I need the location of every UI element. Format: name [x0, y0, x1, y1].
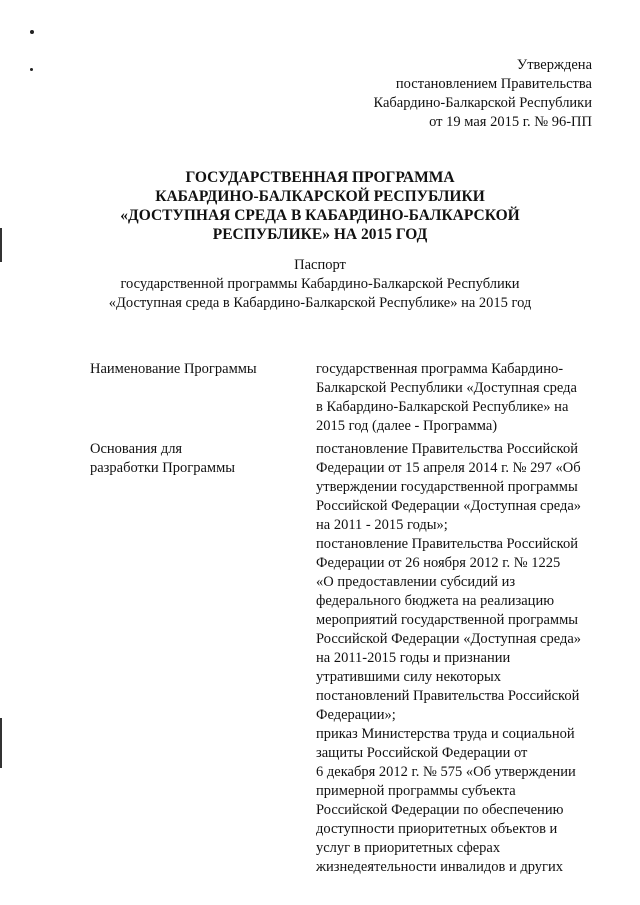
row-value-line: на 2011-2015 годы и признании — [316, 650, 511, 666]
row-value-line: Федерации от 15 апреля 2014 г. № 297 «Об — [316, 460, 581, 476]
title-line: КАБАРДИНО-БАЛКАРСКОЙ РЕСПУБЛИКИ — [155, 188, 485, 205]
row-value-line: постановление Правительства Российской — [316, 536, 579, 552]
passport-line: Паспорт — [294, 257, 346, 273]
title-line: РЕСПУБЛИКЕ» НА 2015 ГОД — [212, 226, 428, 243]
row-value-line: 6 декабря 2012 г. № 575 «Об утверждении — [316, 764, 576, 780]
row-value-line: Балкарской Республики «Доступная среда — [316, 380, 577, 396]
row-value-line: доступности приоритетных объектов и — [316, 821, 558, 837]
row-value-line: постановление Правительства Российской — [316, 441, 579, 457]
row-value-line: постановлений Правительства Российской — [316, 688, 580, 704]
row-label-line: разработки Программы — [90, 460, 235, 476]
passport-heading — [0, 256, 640, 313]
row-value-line: утратившими силу некоторых — [316, 669, 502, 685]
row-value-line: Федерации от 26 ноября 2012 г. № 1225 — [316, 555, 561, 571]
document-title — [0, 168, 640, 244]
approval-line: постановлением Правительства — [395, 76, 592, 92]
title-line: ГОСУДАРСТВЕННАЯ ПРОГРАММА — [185, 169, 455, 186]
approval-line: Утверждена — [516, 57, 592, 73]
row-value-line: защиты Российской Федерации от — [316, 745, 528, 761]
row-value-line: приказ Министерства труда и социальной — [316, 726, 575, 742]
scan-dot — [30, 68, 33, 71]
row-value-line: примерной программы субъекта — [316, 783, 516, 799]
row-label-line: Основания для — [90, 441, 183, 457]
scan-dot — [30, 30, 34, 34]
row-value-line: Российской Федерации по обеспечению — [316, 802, 564, 818]
scan-edge-mark — [0, 718, 2, 768]
row-value-line: Российской Федерации «Доступная среда» — [316, 498, 582, 514]
row-value-line: федерального бюджета на реализацию — [316, 593, 555, 609]
row-value-line: на 2011 - 2015 годы»; — [316, 517, 448, 533]
row-value-line: 2015 год (далее - Программа) — [316, 418, 498, 434]
row-value-line: мероприятий государственной программы — [316, 612, 578, 628]
row-value-line: государственная программа Кабардино- — [316, 361, 564, 377]
row-value-line: Федерации»; — [316, 707, 396, 723]
row-value-line: «О предоставлении субсидий из — [316, 574, 516, 590]
row-value — [316, 360, 606, 436]
passport-line: «Доступная среда в Кабардино-Балкарской Республике» на 2015 год — [108, 295, 532, 311]
row-label — [90, 440, 290, 478]
row-value — [316, 440, 606, 877]
approval-line: Кабардино-Балкарской Республики — [373, 95, 592, 111]
row-value-line: утверждении государственной программы — [316, 479, 578, 495]
row-label-line: Наименование Программы — [90, 361, 257, 377]
row-value-line: Российской Федерации «Доступная среда» — [316, 631, 582, 647]
title-line: «ДОСТУПНАЯ СРЕДА В КАБАРДИНО-БАЛКАРСКОЙ — [120, 207, 520, 224]
row-value-line: услуг в приоритетных сферах — [316, 840, 501, 856]
approval-line: от 19 мая 2015 г. № 96-ПП — [429, 114, 592, 130]
approval-block — [373, 56, 592, 132]
row-label — [90, 360, 290, 379]
row-value-line: жизнедеятельности инвалидов и других — [316, 859, 564, 875]
row-value-line: в Кабардино-Балкарской Республике» на — [316, 399, 569, 415]
passport-line: государственной программы Кабардино-Балкарской Республики — [120, 276, 520, 292]
